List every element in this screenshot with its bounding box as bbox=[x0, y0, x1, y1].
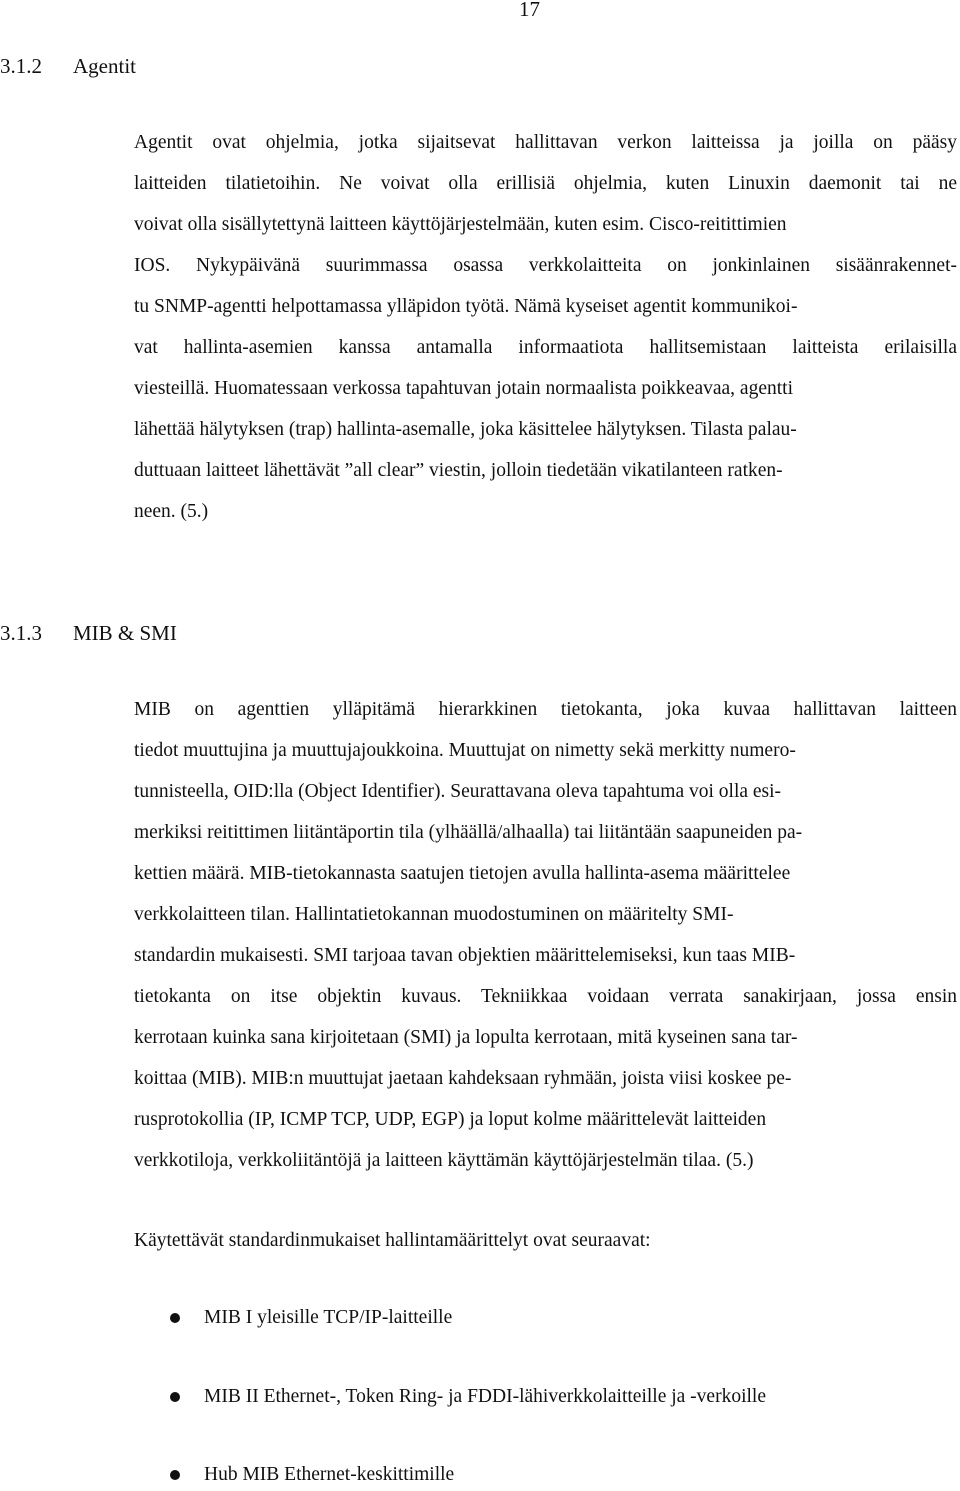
paragraph-line: kerrotaan kuinka sana kirjoitetaan (SMI) ja lopulta kerrotaan, mitä kyseinen sana tar- bbox=[134, 1027, 798, 1048]
section-title: Agentit bbox=[73, 54, 136, 78]
paragraph-line: standardin mukaisesti. SMI tarjoaa tavan objektien määrittelemiseksi, kun taas MIB- bbox=[134, 945, 796, 966]
paragraph-line: vat hallinta-asemien kanssa antamalla informaatiota hallitsemistaan laitteista erilaisilla bbox=[134, 337, 957, 358]
paragraph-line: viesteillä. Huomatessaan verkossa tapahtuvan jotain normaalista poikkeavaa, agentti bbox=[134, 378, 793, 399]
section-heading-agentit bbox=[0, 51, 136, 81]
list-item-text: MIB I yleisille TCP/IP-laitteille bbox=[204, 1307, 453, 1328]
list-item-text: MIB II Ethernet-, Token Ring- ja FDDI-lähiverkkolaitteille ja -verkoille bbox=[204, 1386, 766, 1407]
paragraph-mib-smi bbox=[134, 689, 957, 1181]
paragraph-line: verkkotiloja, verkkoliitäntöjä ja laitteen käyttämän käyttöjärjestelmän tilaa. (5.) bbox=[134, 1150, 754, 1171]
paragraph-line: tietokanta on itse objektin kuvaus. Tekniikkaa voidaan verrata sanakirjaan, jossa ensin bbox=[134, 986, 957, 1007]
bullet-icon bbox=[170, 1313, 180, 1323]
bullet-icon bbox=[170, 1470, 180, 1480]
list-item bbox=[0, 1459, 960, 1491]
list-item-text: Hub MIB Ethernet-keskittimille bbox=[204, 1464, 455, 1485]
paragraph-line: tiedot muuttujina ja muuttujajoukkoina. Muuttujat on nimetty sekä merkitty numero- bbox=[134, 740, 796, 761]
section-number: 3.1.2 bbox=[0, 54, 42, 78]
paragraph-line: duttuaan laitteet lähettävät ”all clear” viestin, jolloin tiedetään vikatilanteen ratken- bbox=[134, 460, 783, 481]
paragraph-line: Agentit ovat ohjelmia, jotka sijaitsevat hallittavan verkon laitteissa ja joilla on pääsy bbox=[134, 132, 957, 153]
list-item bbox=[0, 1381, 960, 1413]
paragraph-line: IOS. Nykypäivänä suurimmassa osassa verkkolaitteita on jonkinlainen sisäänrakennet- bbox=[134, 255, 957, 276]
paragraph-line: koittaa (MIB). MIB:n muuttujat jaetaan kahdeksaan ryhmään, joista viisi koskee pe- bbox=[134, 1068, 792, 1089]
section-heading-mib-smi bbox=[0, 618, 177, 648]
paragraph-line: tunnisteella, OID:lla (Object Identifier). Seurattavana oleva tapahtuma voi olla esi- bbox=[134, 781, 782, 802]
paragraph-line: rusprotokollia (IP, ICMP TCP, UDP, EGP) ja loput kolme määrittelevät laitteiden bbox=[134, 1109, 767, 1130]
paragraph-line: merkiksi reitittimen liitäntäportin tila (ylhäällä/alhaalla) tai liitäntään saapuneiden pa- bbox=[134, 822, 803, 843]
paragraph-line: voivat olla sisällytettynä laitteen käyttöjärjestelmään, kuten esim. Cisco-reitittimien bbox=[134, 214, 787, 235]
list-item bbox=[0, 1302, 960, 1334]
paragraph-line: lähettää hälytyksen (trap) hallinta-asemalle, joka käsittelee hälytyksen. Tilasta palau- bbox=[134, 419, 797, 440]
page-number: 17 bbox=[519, 0, 540, 21]
paragraph-line: kettien määrä. MIB-tietokannasta saatujen tietojen avulla hallinta-asema määrittelee bbox=[134, 863, 791, 884]
section-number: 3.1.3 bbox=[0, 621, 42, 645]
paragraph-line: MIB on agenttien ylläpitämä hierarkkinen tietokanta, joka kuvaa hallittavan laitteen bbox=[134, 699, 957, 720]
paragraph-line: verkkolaitteen tilan. Hallintatietokannan muodostuminen on määritelty SMI- bbox=[134, 904, 734, 925]
paragraph-agentit bbox=[134, 122, 957, 532]
paragraph-line: laitteiden tilatietoihin. Ne voivat olla erillisiä ohjelmia, kuten Linuxin daemonit tai ne bbox=[134, 173, 957, 194]
list-intro-text: Käytettävät standardinmukaiset hallintamäärittelyt ovat seuraavat: bbox=[134, 1230, 651, 1251]
bullet-icon bbox=[170, 1392, 180, 1402]
paragraph-line: tu SNMP-agentti helpottamassa ylläpidon työtä. Nämä kyseiset agentit kommunikoi- bbox=[134, 296, 798, 317]
list-intro bbox=[134, 1220, 957, 1261]
section-title: MIB & SMI bbox=[73, 621, 177, 645]
paragraph-line: neen. (5.) bbox=[134, 501, 209, 522]
